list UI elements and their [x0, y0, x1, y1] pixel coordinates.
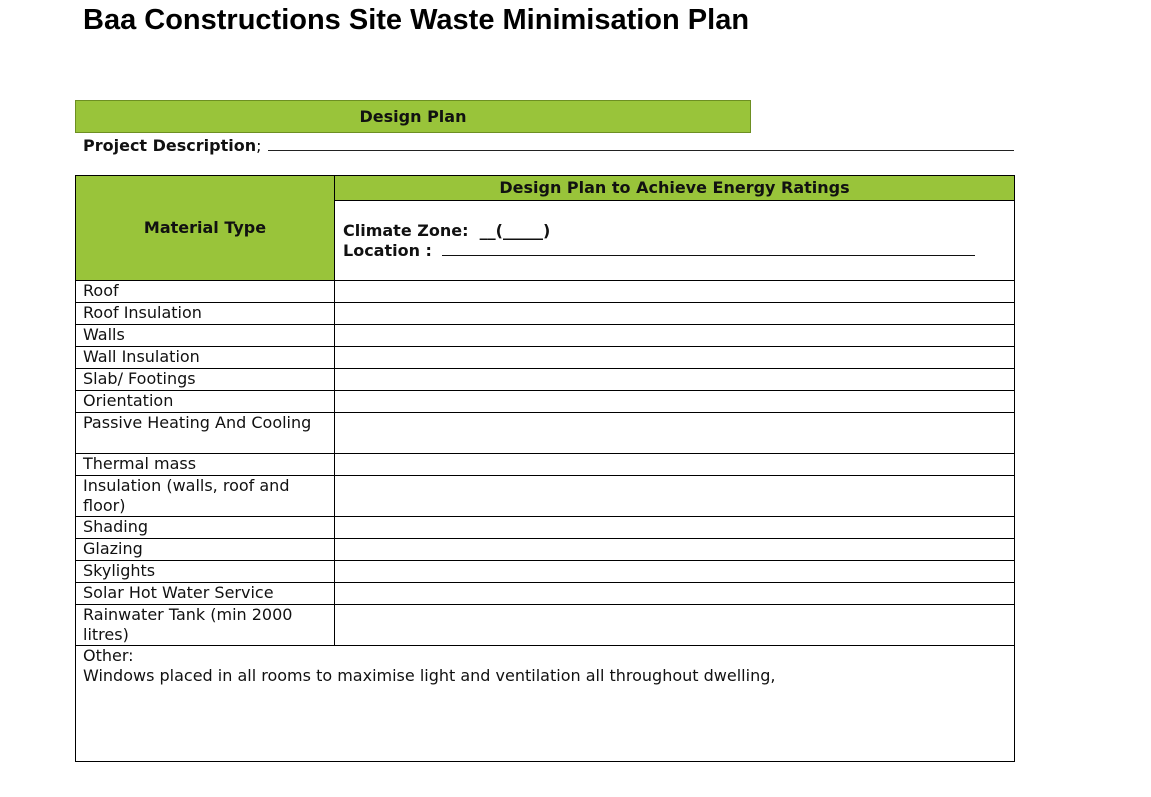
table-row: [76, 391, 1015, 413]
project-description-blank[interactable]: [268, 136, 1014, 151]
project-description-label: Project Description: [83, 136, 257, 155]
table-row: [76, 454, 1015, 476]
material-cell: Roof Insulation: [76, 303, 335, 325]
table-row: [76, 325, 1015, 347]
table-row: [76, 413, 1015, 454]
plan-cell[interactable]: [335, 539, 1015, 561]
plan-cell[interactable]: [335, 454, 1015, 476]
design-plan-header: [75, 100, 751, 133]
climate-zone-cell[interactable]: [335, 201, 1015, 281]
material-cell: Walls: [76, 325, 335, 347]
material-cell: Thermal mass: [76, 454, 335, 476]
material-cell: Solar Hot Water Service: [76, 583, 335, 605]
material-type-header: [76, 176, 335, 281]
material-type-header-label: Material Type: [143, 218, 267, 237]
climate-zone-label: Climate Zone:: [343, 220, 469, 240]
design-plan-header-label: Design Plan: [359, 107, 467, 126]
other-text: Windows placed in all rooms to maximise light and ventilation all throughout dwelling,: [83, 666, 776, 685]
plan-cell[interactable]: [335, 281, 1015, 303]
plan-cell[interactable]: [335, 476, 1015, 517]
climate-zone-value: __(_____): [479, 220, 551, 240]
plan-cell[interactable]: [335, 303, 1015, 325]
plan-cell[interactable]: [335, 347, 1015, 369]
climate-zone-line: [343, 221, 1007, 241]
other-row: [76, 646, 1015, 762]
table-row: [76, 561, 1015, 583]
material-cell: Shading: [76, 517, 335, 539]
plan-cell[interactable]: [335, 605, 1015, 646]
table-row: [76, 539, 1015, 561]
plan-cell[interactable]: [335, 413, 1015, 454]
table-row: [76, 476, 1015, 517]
table-row: [76, 369, 1015, 391]
energy-ratings-header-label: Design Plan to Achieve Energy Ratings: [499, 178, 850, 197]
other-label: Other:: [83, 646, 134, 665]
table-row: [76, 303, 1015, 325]
document-title: Baa Constructions Site Waste Minimisation Plan: [83, 4, 750, 36]
table-row: [76, 281, 1015, 303]
material-cell: Rainwater Tank (min 2000 litres): [76, 605, 335, 646]
material-cell: Roof: [76, 281, 335, 303]
project-description-separator: ;: [256, 136, 262, 155]
plan-cell[interactable]: [335, 517, 1015, 539]
material-cell: Orientation: [76, 391, 335, 413]
material-cell: Wall Insulation: [76, 347, 335, 369]
plan-cell[interactable]: [335, 325, 1015, 347]
material-cell: Passive Heating And Cooling: [76, 413, 335, 454]
plan-cell[interactable]: [335, 583, 1015, 605]
other-cell[interactable]: [76, 646, 1015, 762]
location-line: [343, 241, 1007, 261]
table-row: [76, 605, 1015, 646]
plan-cell[interactable]: [335, 561, 1015, 583]
table-row: [76, 347, 1015, 369]
material-cell: Skylights: [76, 561, 335, 583]
material-cell: Insulation (walls, roof and floor): [76, 476, 335, 517]
plan-cell[interactable]: [335, 369, 1015, 391]
table-row: [76, 517, 1015, 539]
energy-ratings-header: [335, 176, 1015, 201]
material-cell: Slab/ Footings: [76, 369, 335, 391]
location-label: Location :: [343, 240, 432, 260]
energy-rating-table: [75, 175, 1015, 762]
table-row: [76, 583, 1015, 605]
project-description-row: [83, 136, 1014, 155]
location-blank: [442, 243, 975, 256]
material-cell: Glazing: [76, 539, 335, 561]
plan-cell[interactable]: [335, 391, 1015, 413]
